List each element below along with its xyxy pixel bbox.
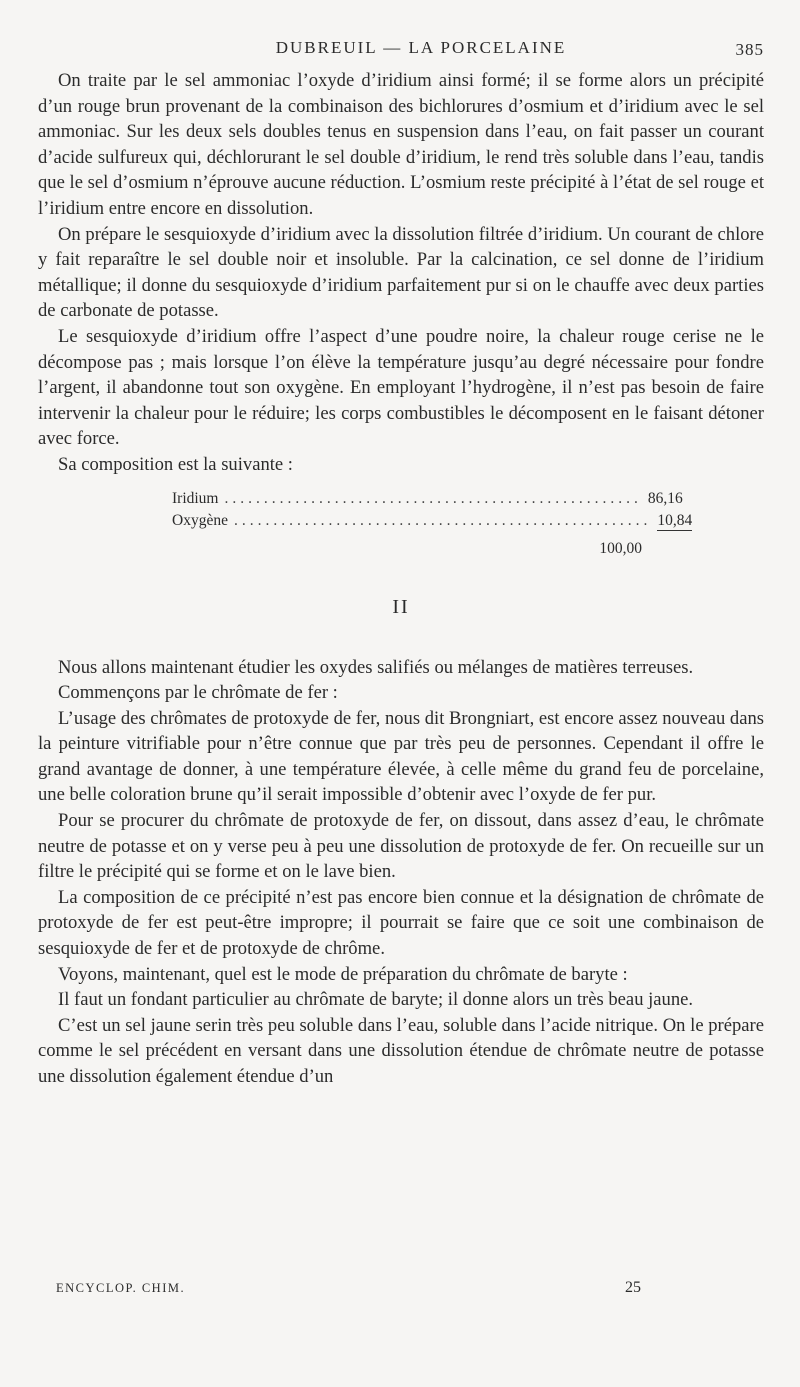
composition-row xyxy=(172,511,693,534)
dot-leader: ..................................................... xyxy=(224,489,642,507)
signature-mark: 25 xyxy=(625,1279,641,1296)
section-number: II xyxy=(392,595,410,618)
page-number: 385 xyxy=(735,40,764,59)
composition-value: 86,16 xyxy=(647,489,683,507)
running-header xyxy=(38,38,764,68)
paragraph: Pour se procurer du chrômate de protoxyde de fer, on dissout, dans assez d’eau, le chrômate neutre de potasse et on y verse peu à peu une dissolution de protoxyde de fer. On recueille sur un filtre le précipité qui se forme et on le lave bien. xyxy=(38,810,764,883)
body-text xyxy=(38,68,764,1090)
paragraph: C’est un sel jaune serin très peu soluble dans l’eau, soluble dans l’acide nitrique. On le prépare comme le sel précédent en versant dans une dissolution étendue de chrômate neutre de potasse une dissolution également étendue d’un xyxy=(38,1014,764,1087)
book-page xyxy=(38,38,764,1090)
paragraph: Nous allons maintenant étudier les oxydes salifiés ou mélanges de matières terreuses. xyxy=(58,656,694,678)
composition-label: Oxygène xyxy=(172,511,228,529)
composition-value: 10,84 xyxy=(657,511,693,529)
composition-row xyxy=(172,489,683,512)
paragraph: Il faut un fondant particulier au chrômate de baryte; il donne alors un très beau jaune. xyxy=(58,989,694,1011)
paragraph: L’usage des chrômates de protoxyde de fer, nous dit Brongniart, est encore assez nouveau dans la peinture vitrifiable pour n’être connue que par très peu de personnes. Cependant il offre le grand avantage de donner, à une température élevée, à celle même du grand feu de porcelaine, une belle coloration brune qu’il serait impossible d’obtenir avec l’oxyde de fer pur. xyxy=(38,707,764,806)
paragraph: Voyons, maintenant, quel est le mode de préparation du chrômate de baryte : xyxy=(58,963,628,985)
footer-source: ENCYCLOP. CHIM. xyxy=(56,1281,186,1295)
paragraph: On prépare le sesquioxyde d’iridium avec la dissolution filtrée d’iridium. Un courant de chlore y fait reparaître le sel double noir et insoluble. Par la calcination, ce sel donne de l’iridium métallique; il donne du sesquioxyde d’iridium parfaitement pur si on le chauffe avec deux parties de carbonate de potasse. xyxy=(38,223,764,322)
paragraph: Le sesquioxyde d’iridium offre l’aspect d’une poudre noire, la chaleur rouge cerise ne le décompose pas ; mais lorsque l’on élève la température jusqu’au degré nécessaire pour fondre l’argent, il abandonne tout son oxygène. En employant l’hydrogène, il n’est pas besoin de faire intervenir la chaleur pour le réduire; les corps combustibles le décomposent en le faisant détoner avec force. xyxy=(38,325,764,450)
page-footer xyxy=(56,1281,641,1296)
paragraph: La composition de ce précipité n’est pas encore bien connue et la désignation de chrômate de protoxyde de fer est peut-être impropre; il pourrait se faire que ce soit une combinaison de sesquioxyde de fer et de protoxyde de chrôme. xyxy=(38,886,764,960)
dot-leader: ..................................................... xyxy=(233,511,652,529)
composition-table xyxy=(172,489,693,562)
paragraph: Sa composition est la suivante : xyxy=(58,453,293,475)
running-title: DUBREUIL — LA PORCELAINE xyxy=(275,38,567,57)
paragraph: Commençons par le chrômate de fer : xyxy=(58,682,338,704)
composition-label: Iridium xyxy=(172,489,219,507)
composition-total: 100,00 xyxy=(599,539,642,557)
composition-total-row xyxy=(172,540,642,562)
paragraph: On traite par le sel ammoniac l’oxyde d’iridium ainsi formé; il se forme alors un précipité d’un rouge brun provenant de la combinaison des bichlorures d’osmium et d’iridium avec le sel ammoniac. Sur les deux sels doubles tenus en suspension dans l’eau, on fait passer un courant d’acide sulfureux qui, déchlorurant le sel double d’iridium, le rend très soluble dans l’eau, tandis que le sel d’osmium n’éprouve aucune réduction. L’osmium reste précipité à l’état de sel rouge et l’iridium entre encore en dissolution. xyxy=(38,70,764,219)
